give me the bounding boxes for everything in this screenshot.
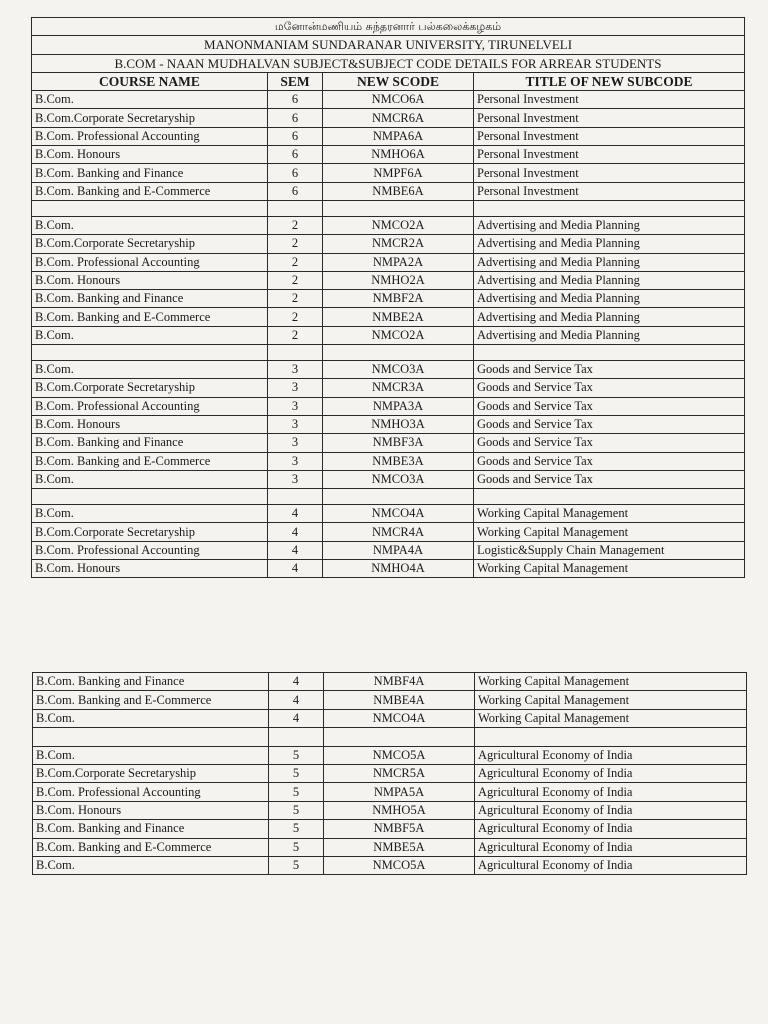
course-name-cell	[32, 345, 268, 361]
course-name-cell: B.Com. Professional Accounting	[32, 541, 268, 559]
table-row	[33, 820, 747, 838]
table-row	[32, 253, 745, 271]
sem-cell: 4	[269, 709, 324, 727]
table-row	[33, 764, 747, 782]
sem-cell: 5	[269, 838, 324, 856]
document-subtitle: B.COM - NAAN MUDHALVAN SUBJECT&SUBJECT CODE DETAILS FOR ARREAR STUDENTS	[32, 54, 745, 72]
subject-title-cell: Goods and Service Tax	[474, 361, 745, 379]
subject-title-cell: Goods and Service Tax	[474, 397, 745, 415]
table-row	[33, 746, 747, 764]
subject-title-cell: Goods and Service Tax	[474, 434, 745, 452]
course-name-cell: B.Com.	[32, 470, 268, 488]
table-row	[32, 216, 745, 234]
sem-cell: 5	[269, 746, 324, 764]
table-row	[32, 361, 745, 379]
subtitle-row	[32, 54, 745, 72]
course-name-cell: B.Com.	[32, 361, 268, 379]
subject-code-cell: NMCR4A	[323, 523, 474, 541]
table-row	[33, 838, 747, 856]
sem-cell	[268, 200, 323, 216]
table-row	[32, 290, 745, 308]
course-name-cell: B.Com. Honours	[32, 415, 268, 433]
subject-code-cell: NMPA5A	[324, 783, 475, 801]
sem-cell: 3	[268, 379, 323, 397]
course-name-cell: B.Com.Corporate Secretaryship	[32, 109, 268, 127]
table-row	[32, 379, 745, 397]
column-header-course-name: COURSE NAME	[32, 72, 268, 90]
subject-code-cell: NMCO3A	[323, 470, 474, 488]
subject-title-cell: Working Capital Management	[475, 691, 747, 709]
subject-title-cell: Agricultural Economy of India	[475, 746, 747, 764]
subject-code-cell: NMCR3A	[323, 379, 474, 397]
table-row	[32, 91, 745, 109]
course-name-cell	[33, 728, 269, 746]
subject-title-cell: Personal Investment	[474, 127, 745, 145]
column-header-new-scode: NEW SCODE	[323, 72, 474, 90]
sem-cell: 3	[268, 452, 323, 470]
sem-cell: 4	[268, 523, 323, 541]
subject-code-cell: NMHO5A	[324, 801, 475, 819]
subject-title-cell: Logistic&Supply Chain Management	[474, 541, 745, 559]
subject-title-cell	[474, 200, 745, 216]
table-row	[33, 801, 747, 819]
subject-title-cell: Working Capital Management	[475, 673, 747, 691]
subject-title-cell: Agricultural Economy of India	[475, 820, 747, 838]
tamil-university-title: மனோன்மணியம் சுந்தரனார் பல்கலைக்கழகம்	[32, 18, 745, 36]
course-name-cell: B.Com. Honours	[33, 801, 269, 819]
table-row	[32, 397, 745, 415]
subject-title-cell: Goods and Service Tax	[474, 470, 745, 488]
table-body-page-2	[33, 673, 747, 875]
subject-code-cell: NMBF2A	[323, 290, 474, 308]
sem-cell: 5	[269, 764, 324, 782]
table-row	[32, 146, 745, 164]
sem-cell: 5	[269, 820, 324, 838]
subject-title-cell: Goods and Service Tax	[474, 415, 745, 433]
table-row	[32, 271, 745, 289]
subject-code-cell: NMBE5A	[324, 838, 475, 856]
table-row	[32, 326, 745, 344]
subject-title-cell: Agricultural Economy of India	[475, 856, 747, 874]
subject-code-cell: NMPA6A	[323, 127, 474, 145]
subject-code-cell: NMBE2A	[323, 308, 474, 326]
subject-title-cell	[474, 345, 745, 361]
subject-code-cell: NMPF6A	[323, 164, 474, 182]
sem-cell: 6	[268, 182, 323, 200]
table-row	[33, 691, 747, 709]
subject-code-cell: NMHO3A	[323, 415, 474, 433]
course-name-cell: B.Com.	[33, 746, 269, 764]
sem-cell: 2	[268, 290, 323, 308]
sem-cell	[268, 489, 323, 505]
course-name-cell: B.Com. Banking and E-Commerce	[32, 452, 268, 470]
sem-cell: 3	[268, 361, 323, 379]
sem-cell: 2	[268, 308, 323, 326]
sem-cell	[268, 345, 323, 361]
subject-title-cell: Personal Investment	[474, 182, 745, 200]
sem-cell: 2	[268, 253, 323, 271]
subject-title-cell	[474, 489, 745, 505]
sem-cell: 6	[268, 164, 323, 182]
table-row	[32, 470, 745, 488]
course-name-cell: B.Com. Professional Accounting	[32, 397, 268, 415]
sem-cell	[269, 728, 324, 746]
subject-title-cell: Advertising and Media Planning	[474, 290, 745, 308]
subject-title-cell	[475, 728, 747, 746]
table-row	[32, 109, 745, 127]
course-name-cell: B.Com.Corporate Secretaryship	[33, 764, 269, 782]
course-name-cell: B.Com. Banking and Finance	[33, 673, 269, 691]
course-name-cell: B.Com. Professional Accounting	[33, 783, 269, 801]
course-name-cell: B.Com. Banking and Finance	[33, 820, 269, 838]
subject-code-cell	[323, 200, 474, 216]
course-name-cell: B.Com.	[32, 326, 268, 344]
subject-code-cell: NMCO2A	[323, 326, 474, 344]
subject-code-cell: NMBF3A	[323, 434, 474, 452]
subject-title-cell: Agricultural Economy of India	[475, 764, 747, 782]
course-name-cell: B.Com.	[33, 856, 269, 874]
column-header-title: TITLE OF NEW SUBCODE	[474, 72, 745, 90]
course-name-cell: B.Com. Banking and Finance	[32, 434, 268, 452]
course-name-cell	[32, 200, 268, 216]
table-row	[32, 182, 745, 200]
subject-title-cell: Agricultural Economy of India	[475, 783, 747, 801]
sem-cell: 3	[268, 397, 323, 415]
sem-cell: 6	[268, 146, 323, 164]
subject-title-cell: Goods and Service Tax	[474, 379, 745, 397]
sem-cell: 2	[268, 326, 323, 344]
table-row	[32, 505, 745, 523]
course-name-cell: B.Com. Banking and Finance	[32, 290, 268, 308]
course-name-cell: B.Com. Banking and E-Commerce	[32, 182, 268, 200]
tamil-title-row	[32, 18, 745, 36]
subject-code-cell: NMCO2A	[323, 216, 474, 234]
subject-title-cell: Personal Investment	[474, 109, 745, 127]
table-row	[32, 434, 745, 452]
table-row	[32, 235, 745, 253]
sem-cell: 2	[268, 235, 323, 253]
table-row	[32, 127, 745, 145]
subject-code-cell: NMCO5A	[324, 856, 475, 874]
course-name-cell: B.Com. Honours	[32, 560, 268, 578]
column-header-row	[32, 72, 745, 90]
sem-cell: 2	[268, 271, 323, 289]
subject-code-cell: NMPA3A	[323, 397, 474, 415]
subject-title-cell: Advertising and Media Planning	[474, 253, 745, 271]
table-row	[33, 673, 747, 691]
table-row	[32, 523, 745, 541]
subject-code-cell	[323, 345, 474, 361]
subject-title-cell: Personal Investment	[474, 91, 745, 109]
subject-code-table-page-2	[32, 672, 747, 875]
subject-code-cell: NMCO4A	[324, 709, 475, 727]
subject-code-cell: NMCO5A	[324, 746, 475, 764]
table-row	[32, 541, 745, 559]
sem-cell: 4	[268, 541, 323, 559]
subject-title-cell: Working Capital Management	[474, 560, 745, 578]
course-name-cell: B.Com. Professional Accounting	[32, 253, 268, 271]
course-name-cell: B.Com.	[32, 505, 268, 523]
subject-code-cell: NMBE3A	[323, 452, 474, 470]
course-name-cell: B.Com. Banking and E-Commerce	[33, 838, 269, 856]
course-name-cell: B.Com.Corporate Secretaryship	[32, 523, 268, 541]
subject-code-cell: NMBF5A	[324, 820, 475, 838]
table-row	[32, 452, 745, 470]
course-name-cell: B.Com. Honours	[32, 146, 268, 164]
subject-code-cell: NMPA4A	[323, 541, 474, 559]
course-name-cell: B.Com.	[32, 91, 268, 109]
university-title-row	[32, 36, 745, 54]
subject-code-cell	[323, 489, 474, 505]
subject-code-cell	[324, 728, 475, 746]
course-name-cell: B.Com. Banking and E-Commerce	[33, 691, 269, 709]
table-row	[33, 709, 747, 727]
table-row	[32, 415, 745, 433]
subject-title-cell: Goods and Service Tax	[474, 452, 745, 470]
subject-code-cell: NMCR6A	[323, 109, 474, 127]
course-name-cell: B.Com. Professional Accounting	[32, 127, 268, 145]
subject-title-cell: Advertising and Media Planning	[474, 235, 745, 253]
subject-title-cell: Advertising and Media Planning	[474, 216, 745, 234]
subject-title-cell: Working Capital Management	[475, 709, 747, 727]
course-name-cell	[32, 489, 268, 505]
university-name: MANONMANIAM SUNDARANAR UNIVERSITY, TIRUNELVELI	[32, 36, 745, 54]
course-name-cell: B.Com.Corporate Secretaryship	[32, 235, 268, 253]
sem-cell: 5	[269, 801, 324, 819]
subject-title-cell: Advertising and Media Planning	[474, 271, 745, 289]
subject-code-cell: NMCO3A	[323, 361, 474, 379]
subject-title-cell: Working Capital Management	[474, 505, 745, 523]
subject-title-cell: Working Capital Management	[474, 523, 745, 541]
subject-code-cell: NMCR5A	[324, 764, 475, 782]
sem-cell: 3	[268, 415, 323, 433]
column-header-sem: SEM	[268, 72, 323, 90]
subject-code-cell: NMCO6A	[323, 91, 474, 109]
subject-code-cell: NMCO4A	[323, 505, 474, 523]
sem-cell: 3	[268, 470, 323, 488]
sem-cell: 4	[269, 673, 324, 691]
sem-cell: 2	[268, 216, 323, 234]
table-row	[33, 728, 747, 746]
table-row	[32, 345, 745, 361]
subject-code-cell: NMHO6A	[323, 146, 474, 164]
subject-code-cell: NMBF4A	[324, 673, 475, 691]
table-row	[32, 308, 745, 326]
table-row	[32, 164, 745, 182]
subject-title-cell: Agricultural Economy of India	[475, 838, 747, 856]
sem-cell: 6	[268, 91, 323, 109]
course-name-cell: B.Com. Banking and Finance	[32, 164, 268, 182]
subject-title-cell: Personal Investment	[474, 146, 745, 164]
course-name-cell: B.Com. Honours	[32, 271, 268, 289]
subject-code-table-page-1	[31, 17, 745, 578]
table-row	[33, 856, 747, 874]
course-name-cell: B.Com.	[32, 216, 268, 234]
subject-code-cell: NMPA2A	[323, 253, 474, 271]
sem-cell: 4	[268, 505, 323, 523]
subject-code-cell: NMHO4A	[323, 560, 474, 578]
subject-code-cell: NMHO2A	[323, 271, 474, 289]
sem-cell: 4	[268, 560, 323, 578]
course-name-cell: B.Com.	[33, 709, 269, 727]
sem-cell: 5	[269, 856, 324, 874]
table-row	[32, 489, 745, 505]
table-row	[33, 783, 747, 801]
subject-code-cell: NMBE6A	[323, 182, 474, 200]
course-name-cell: B.Com. Banking and E-Commerce	[32, 308, 268, 326]
subject-code-cell: NMBE4A	[324, 691, 475, 709]
subject-title-cell: Personal Investment	[474, 164, 745, 182]
table-body-page-1	[32, 91, 745, 578]
table-row	[32, 560, 745, 578]
subject-code-cell: NMCR2A	[323, 235, 474, 253]
sem-cell: 5	[269, 783, 324, 801]
subject-title-cell: Agricultural Economy of India	[475, 801, 747, 819]
course-name-cell: B.Com.Corporate Secretaryship	[32, 379, 268, 397]
sem-cell: 3	[268, 434, 323, 452]
sem-cell: 6	[268, 127, 323, 145]
sem-cell: 6	[268, 109, 323, 127]
sem-cell: 4	[269, 691, 324, 709]
subject-title-cell: Advertising and Media Planning	[474, 326, 745, 344]
subject-title-cell: Advertising and Media Planning	[474, 308, 745, 326]
table-row	[32, 200, 745, 216]
